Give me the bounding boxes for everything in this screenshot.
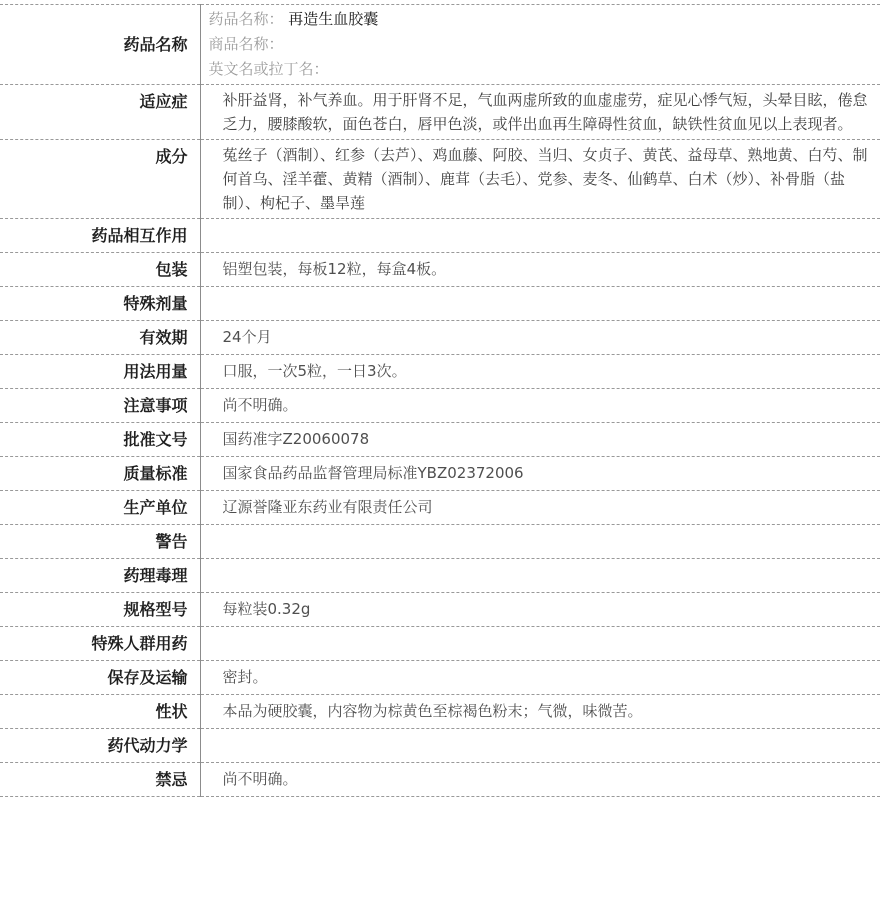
empty-value (223, 295, 871, 312)
english-name-line (209, 57, 871, 82)
table-row (0, 729, 880, 763)
drug-info-table (0, 4, 880, 797)
row-label: 注意事项 (0, 389, 200, 423)
row-value (200, 287, 880, 321)
row-label: 特殊人群用药 (0, 627, 200, 661)
table-row (0, 355, 880, 389)
table-row-drug-name (0, 5, 880, 85)
table-row (0, 763, 880, 797)
row-value: 本品为硬胶囊，内容物为棕黄色至棕褐色粉末；气微，味微苦。 (200, 695, 880, 729)
table-row (0, 389, 880, 423)
table-row (0, 423, 880, 457)
row-label: 药品相互作用 (0, 219, 200, 253)
row-label: 药理毒理 (0, 559, 200, 593)
table-row (0, 321, 880, 355)
row-value: 国家食品药品监督管理局标准YBZ02372006 (200, 457, 880, 491)
row-label: 警告 (0, 525, 200, 559)
table-row (0, 695, 880, 729)
row-label: 保存及运输 (0, 661, 200, 695)
table-row (0, 491, 880, 525)
table-row (0, 85, 880, 140)
row-label: 药代动力学 (0, 729, 200, 763)
row-label: 适应症 (0, 85, 200, 140)
row-value: 尚不明确。 (200, 763, 880, 797)
row-label-drug-name: 药品名称 (0, 5, 200, 85)
row-label: 用法用量 (0, 355, 200, 389)
drug-name-line (209, 7, 871, 32)
empty-value (223, 533, 871, 550)
table-row (0, 559, 880, 593)
row-value: 菟丝子（酒制）、红参（去芦）、鸡血藤、阿胶、当归、女贞子、黄芪、益母草、熟地黄、白芍、制何首乌、淫羊藿、黄精（酒制）、鹿茸（去毛）、党参、麦冬、仙鹤草、白术（炒）、补骨脂（盐制）、枸杞子、墨旱莲 (200, 140, 880, 219)
row-value (200, 525, 880, 559)
row-label: 批准文号 (0, 423, 200, 457)
field-prefix-drug-name: 药品名称： (208, 10, 284, 28)
row-value: 尚不明确。 (200, 389, 880, 423)
table-row (0, 140, 880, 219)
empty-value (223, 227, 871, 244)
row-value (200, 729, 880, 763)
row-label: 包装 (0, 253, 200, 287)
field-prefix-english-name: 英文名或拉丁名： (208, 60, 329, 78)
empty-value (223, 737, 871, 754)
row-value (200, 219, 880, 253)
row-value: 24个月 (200, 321, 880, 355)
table-row (0, 287, 880, 321)
table-row (0, 219, 880, 253)
trade-name-line (209, 32, 871, 57)
row-label: 成分 (0, 140, 200, 219)
empty-value (223, 635, 871, 652)
row-value: 每粒装0.32g (200, 593, 880, 627)
table-row (0, 627, 880, 661)
row-label: 特殊剂量 (0, 287, 200, 321)
row-label: 质量标准 (0, 457, 200, 491)
table-row (0, 661, 880, 695)
row-value: 铝塑包装，每板12粒，每盒4板。 (200, 253, 880, 287)
row-value: 密封。 (200, 661, 880, 695)
table-row (0, 457, 880, 491)
row-label: 禁忌 (0, 763, 200, 797)
row-value: 补肝益肾，补气养血。用于肝肾不足，气血两虚所致的血虚虚劳，症见心悸气短，头晕目眩，倦怠乏力，腰膝酸软，面色苍白，唇甲色淡，或伴出血再生障碍性贫血，缺铁性贫血见以上表现者。 (200, 85, 880, 140)
row-label: 性状 (0, 695, 200, 729)
table-row (0, 253, 880, 287)
row-value (200, 559, 880, 593)
field-prefix-trade-name: 商品名称： (208, 35, 284, 53)
row-value: 口服，一次5粒，一日3次。 (200, 355, 880, 389)
drug-name-value: 再造生血胶囊 (288, 10, 379, 28)
drug-name-cell (200, 5, 880, 85)
row-value (200, 627, 880, 661)
empty-value (223, 567, 871, 584)
table-row (0, 525, 880, 559)
row-label: 生产单位 (0, 491, 200, 525)
row-label: 有效期 (0, 321, 200, 355)
row-label: 规格型号 (0, 593, 200, 627)
row-value: 辽源誉隆亚东药业有限责任公司 (200, 491, 880, 525)
table-row (0, 593, 880, 627)
row-value: 国药准字Z20060078 (200, 423, 880, 457)
